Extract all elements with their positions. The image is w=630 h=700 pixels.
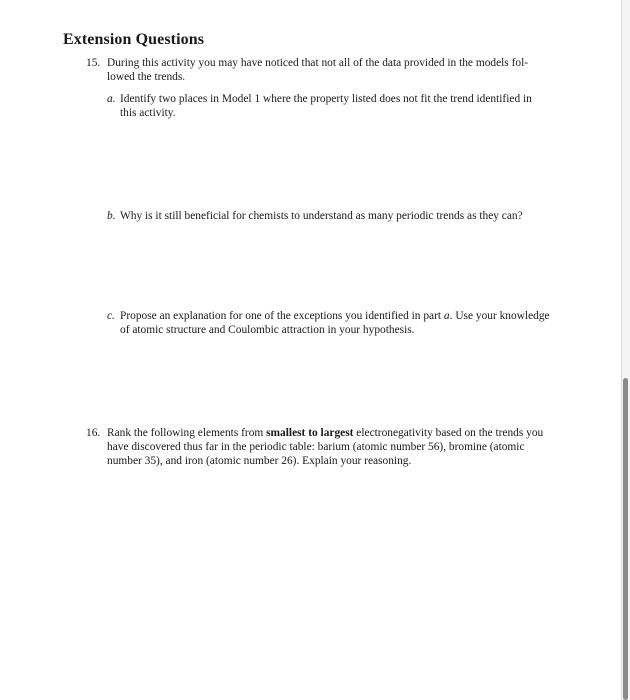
question-text-line: Why is it still beneficial for chemists to understand as many periodic trends as they can? — [120, 210, 523, 222]
question-text-line: lowed the trends. — [107, 71, 186, 83]
question-text-line: number 35), and iron (atomic number 26). Explain your reasoning. — [107, 455, 412, 467]
question-text-line: Identify two places in Model 1 where the property listed does not fit the trend identified in — [120, 93, 532, 105]
part-letter: a. — [107, 93, 116, 105]
question-15c — [107, 309, 577, 339]
question-16 — [86, 426, 566, 470]
question-text-line: have discovered thus far in the periodic table: barium (atomic number 56), bromine (atomic — [107, 441, 525, 453]
scrollbar-thumb[interactable] — [623, 378, 628, 700]
section-heading: Extension Questions — [63, 31, 205, 48]
question-text-line: of atomic structure and Coulombic attraction in your hypothesis. — [120, 324, 415, 336]
question-number: 16. — [86, 427, 101, 439]
question-number: 15. — [86, 57, 101, 69]
part-letter: c. — [107, 310, 115, 322]
question-15b — [107, 209, 567, 225]
question-15 — [86, 56, 566, 86]
question-text-line: Propose an explanation for one of the exceptions you identified in part a. Use your knowledge — [120, 310, 550, 322]
part-letter: b. — [107, 210, 116, 222]
question-15a — [107, 92, 567, 122]
question-text-line: this activity. — [120, 107, 176, 119]
question-text-line: Rank the following elements from smallest to largest electronegativity based on the trends you — [107, 427, 544, 439]
question-text-line: During this activity you may have noticed that not all of the data provided in the models fol- — [107, 57, 529, 69]
